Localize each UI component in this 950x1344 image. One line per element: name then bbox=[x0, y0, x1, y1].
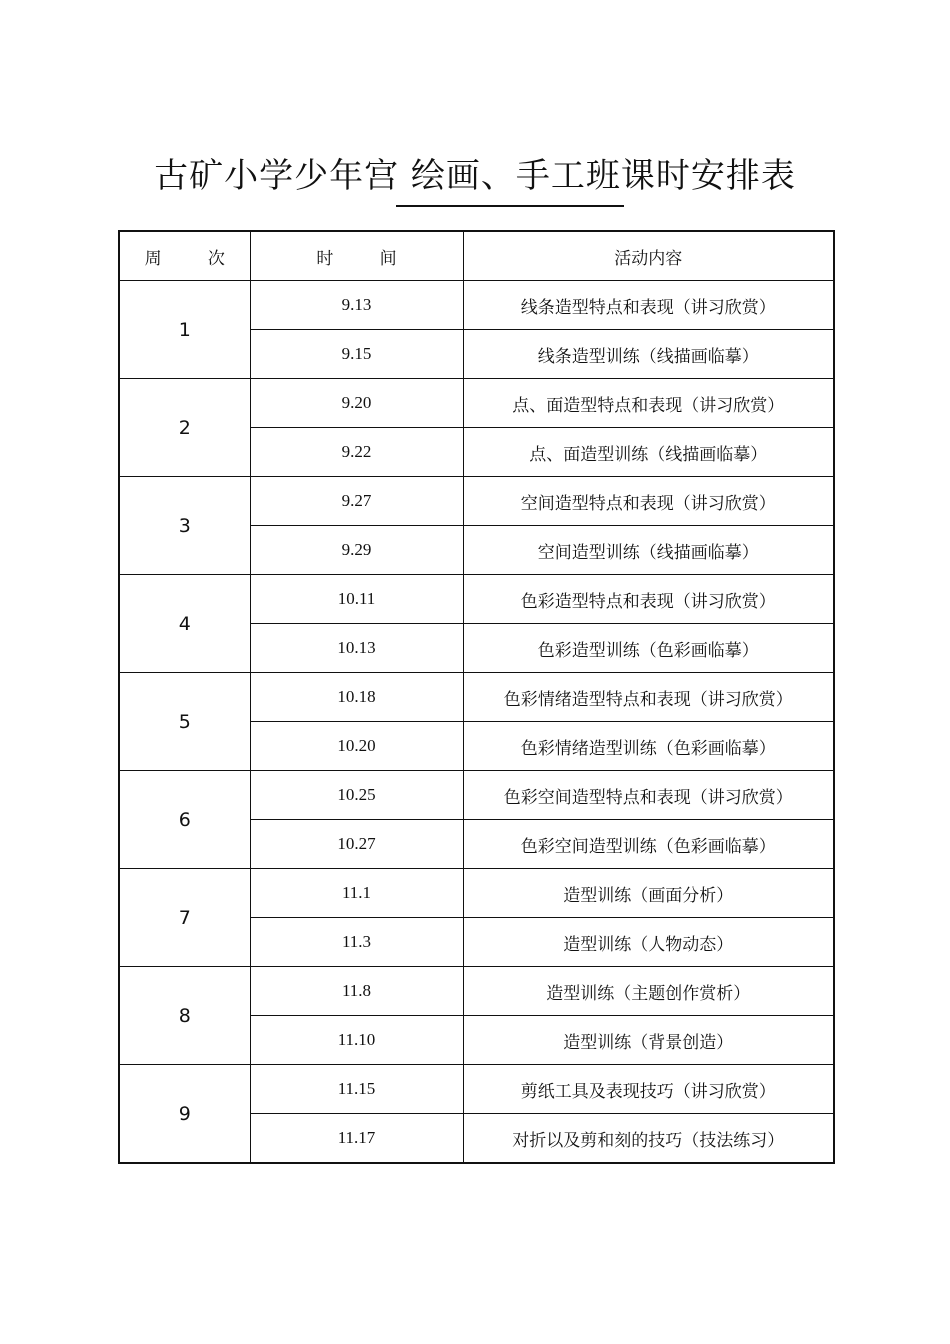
session-date-cell: 11.15 bbox=[250, 1065, 463, 1114]
activity-content-cell: 色彩造型训练（色彩画临摹） bbox=[463, 624, 834, 673]
activity-content-cell: 色彩情绪造型训练（色彩画临摹） bbox=[463, 722, 834, 771]
table-header-row bbox=[119, 231, 834, 281]
schedule-table bbox=[118, 230, 835, 1164]
activity-content-cell: 色彩空间造型特点和表现（讲习欣赏） bbox=[463, 771, 834, 820]
session-date-cell: 11.17 bbox=[250, 1114, 463, 1164]
activity-content-cell: 剪纸工具及表现技巧（讲习欣赏） bbox=[463, 1065, 834, 1114]
activity-content-cell: 空间造型特点和表现（讲习欣赏） bbox=[463, 477, 834, 526]
activity-content-cell: 空间造型训练（线描画临摹） bbox=[463, 526, 834, 575]
session-date-cell: 10.18 bbox=[250, 673, 463, 722]
activity-content-cell: 色彩情绪造型特点和表现（讲习欣赏） bbox=[463, 673, 834, 722]
week-number-cell: 8 bbox=[119, 967, 250, 1065]
session-date-cell: 11.8 bbox=[250, 967, 463, 1016]
page-title: 古矿小学少年宫 绘画、手工班课时安排表 bbox=[154, 156, 796, 196]
session-date-cell: 11.1 bbox=[250, 869, 463, 918]
header-time: 时 间 bbox=[250, 231, 463, 281]
session-date-cell: 9.22 bbox=[250, 428, 463, 477]
week-number-cell: 3 bbox=[119, 477, 250, 575]
activity-content-cell: 造型训练（人物动态） bbox=[463, 918, 834, 967]
session-date-cell: 10.11 bbox=[250, 575, 463, 624]
week-number-cell: 1 bbox=[119, 281, 250, 379]
activity-content-cell: 色彩造型特点和表现（讲习欣赏） bbox=[463, 575, 834, 624]
table-row bbox=[119, 281, 834, 330]
session-date-cell: 10.27 bbox=[250, 820, 463, 869]
schedule-body bbox=[119, 281, 834, 1164]
header-activity: 活动内容 bbox=[463, 231, 834, 281]
activity-content-cell: 造型训练（背景创造） bbox=[463, 1016, 834, 1065]
activity-content-cell: 色彩空间造型训练（色彩画临摹） bbox=[463, 820, 834, 869]
session-date-cell: 10.25 bbox=[250, 771, 463, 820]
session-date-cell: 9.13 bbox=[250, 281, 463, 330]
session-date-cell: 9.15 bbox=[250, 330, 463, 379]
table-row bbox=[119, 1065, 834, 1114]
activity-content-cell: 点、面造型训练（线描画临摹） bbox=[463, 428, 834, 477]
header-week: 周 次 bbox=[119, 231, 250, 281]
session-date-cell: 11.10 bbox=[250, 1016, 463, 1065]
activity-content-cell: 对折以及剪和刻的技巧（技法练习） bbox=[463, 1114, 834, 1164]
week-number-cell: 2 bbox=[119, 379, 250, 477]
table-row bbox=[119, 477, 834, 526]
table-row bbox=[119, 379, 834, 428]
table-row bbox=[119, 869, 834, 918]
session-date-cell: 10.20 bbox=[250, 722, 463, 771]
activity-content-cell: 线条造型训练（线描画临摹） bbox=[463, 330, 834, 379]
activity-content-cell: 造型训练（画面分析） bbox=[463, 869, 834, 918]
week-number-cell: 9 bbox=[119, 1065, 250, 1164]
session-date-cell: 10.13 bbox=[250, 624, 463, 673]
table-row bbox=[119, 771, 834, 820]
table-row bbox=[119, 967, 834, 1016]
session-date-cell: 11.3 bbox=[250, 918, 463, 967]
week-number-cell: 5 bbox=[119, 673, 250, 771]
activity-content-cell: 线条造型特点和表现（讲习欣赏） bbox=[463, 281, 834, 330]
title-underline bbox=[396, 205, 624, 207]
session-date-cell: 9.20 bbox=[250, 379, 463, 428]
week-number-cell: 7 bbox=[119, 869, 250, 967]
table-row bbox=[119, 673, 834, 722]
session-date-cell: 9.27 bbox=[250, 477, 463, 526]
week-number-cell: 4 bbox=[119, 575, 250, 673]
table-row bbox=[119, 575, 834, 624]
activity-content-cell: 点、面造型特点和表现（讲习欣赏） bbox=[463, 379, 834, 428]
session-date-cell: 9.29 bbox=[250, 526, 463, 575]
week-number-cell: 6 bbox=[119, 771, 250, 869]
activity-content-cell: 造型训练（主题创作赏析） bbox=[463, 967, 834, 1016]
